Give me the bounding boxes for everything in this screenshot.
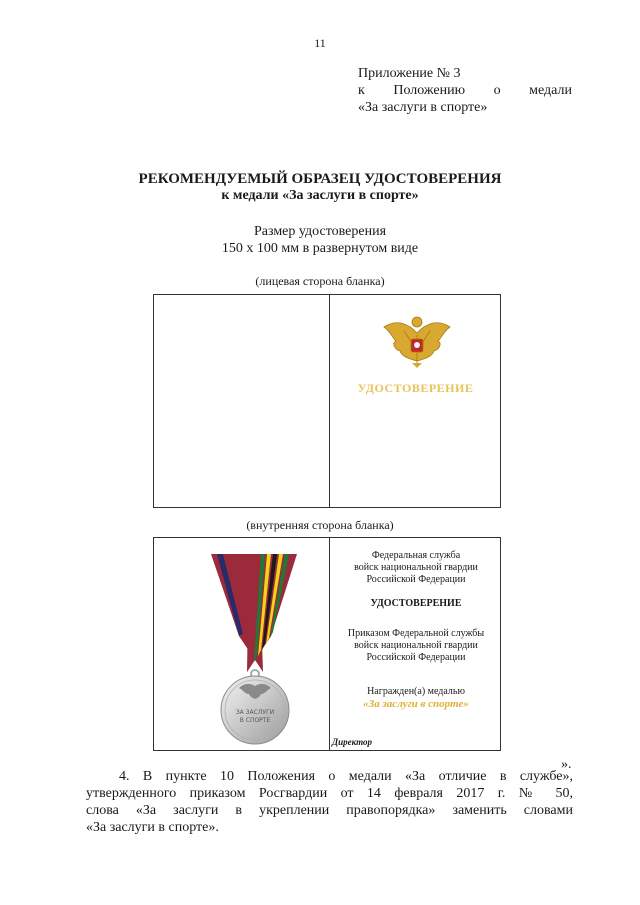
appendix-block bbox=[358, 65, 572, 116]
paragraph-line-3: слова «За заслуги в укреплении правопорядка» заменить словами bbox=[86, 803, 573, 818]
order-line-1: Приказом Федеральной службы bbox=[347, 628, 485, 639]
title-sub: к медали «За заслуги в спорте» bbox=[221, 188, 419, 203]
medal-inscription-1: ЗА ЗАСЛУГИ bbox=[235, 709, 275, 716]
inner-title: УДОСТОВЕРЕНИЕ bbox=[370, 598, 462, 609]
title-main: РЕКОМЕНДУЕМЫЙ ОБРАЗЕЦ УДОСТОВЕРЕНИЯ bbox=[138, 171, 502, 187]
org-line-1: Федеральная служба bbox=[371, 550, 461, 561]
order-line-2: войск национальной гвардии bbox=[354, 640, 478, 651]
amendment-paragraph bbox=[86, 768, 573, 836]
paragraph-line-1: 4. В пункте 10 Положения о медали «За отличие в службе», bbox=[119, 769, 573, 784]
awarded-line: Награжден(а) медалью bbox=[367, 686, 465, 697]
paragraph-line-2: утвержденного приказом Росгвардии от 14 февраля 2017 г. № 50, bbox=[86, 786, 573, 801]
appendix-word: о bbox=[493, 83, 501, 98]
size-line-1: Размер удостоверения bbox=[253, 224, 387, 239]
order-line-3: Российской Федерации bbox=[366, 652, 466, 663]
size-line-2: 150 х 100 мм в развернутом виде bbox=[221, 241, 419, 256]
document-title bbox=[0, 170, 640, 204]
appendix-line-3: «За заслуги в спорте» bbox=[358, 100, 488, 115]
fold-line bbox=[329, 295, 330, 507]
medal-inscription-2: В СПОРТЕ bbox=[239, 717, 271, 724]
appendix-line-1: Приложение № 3 bbox=[358, 66, 461, 81]
inner-text-block bbox=[330, 550, 502, 710]
eagle-emblem-icon bbox=[382, 313, 452, 369]
director-label: Директор bbox=[332, 737, 372, 747]
front-side-blank bbox=[153, 294, 501, 508]
closing-quote: ». bbox=[561, 757, 572, 772]
medal-name: «За заслуги в спорте» bbox=[363, 698, 469, 710]
front-side-caption: (лицевая сторона бланка) bbox=[255, 274, 385, 288]
appendix-word: медали bbox=[529, 83, 572, 98]
inner-side-blank bbox=[153, 537, 501, 751]
appendix-word: к bbox=[358, 83, 365, 98]
org-line-3: Российской Федерации bbox=[366, 574, 466, 585]
size-info bbox=[0, 223, 640, 257]
medal-icon bbox=[199, 552, 309, 748]
appendix-line-2 bbox=[358, 82, 572, 99]
org-line-2: войск национальной гвардии bbox=[354, 562, 478, 573]
cover-title: УДОСТОВЕРЕНИЕ bbox=[357, 381, 474, 395]
appendix-word: Положению bbox=[393, 83, 466, 98]
page-number: 11 bbox=[314, 36, 326, 50]
paragraph-line-4: «За заслуги в спорте». bbox=[86, 820, 219, 835]
inner-side-caption: (внутренняя сторона бланка) bbox=[246, 518, 394, 532]
